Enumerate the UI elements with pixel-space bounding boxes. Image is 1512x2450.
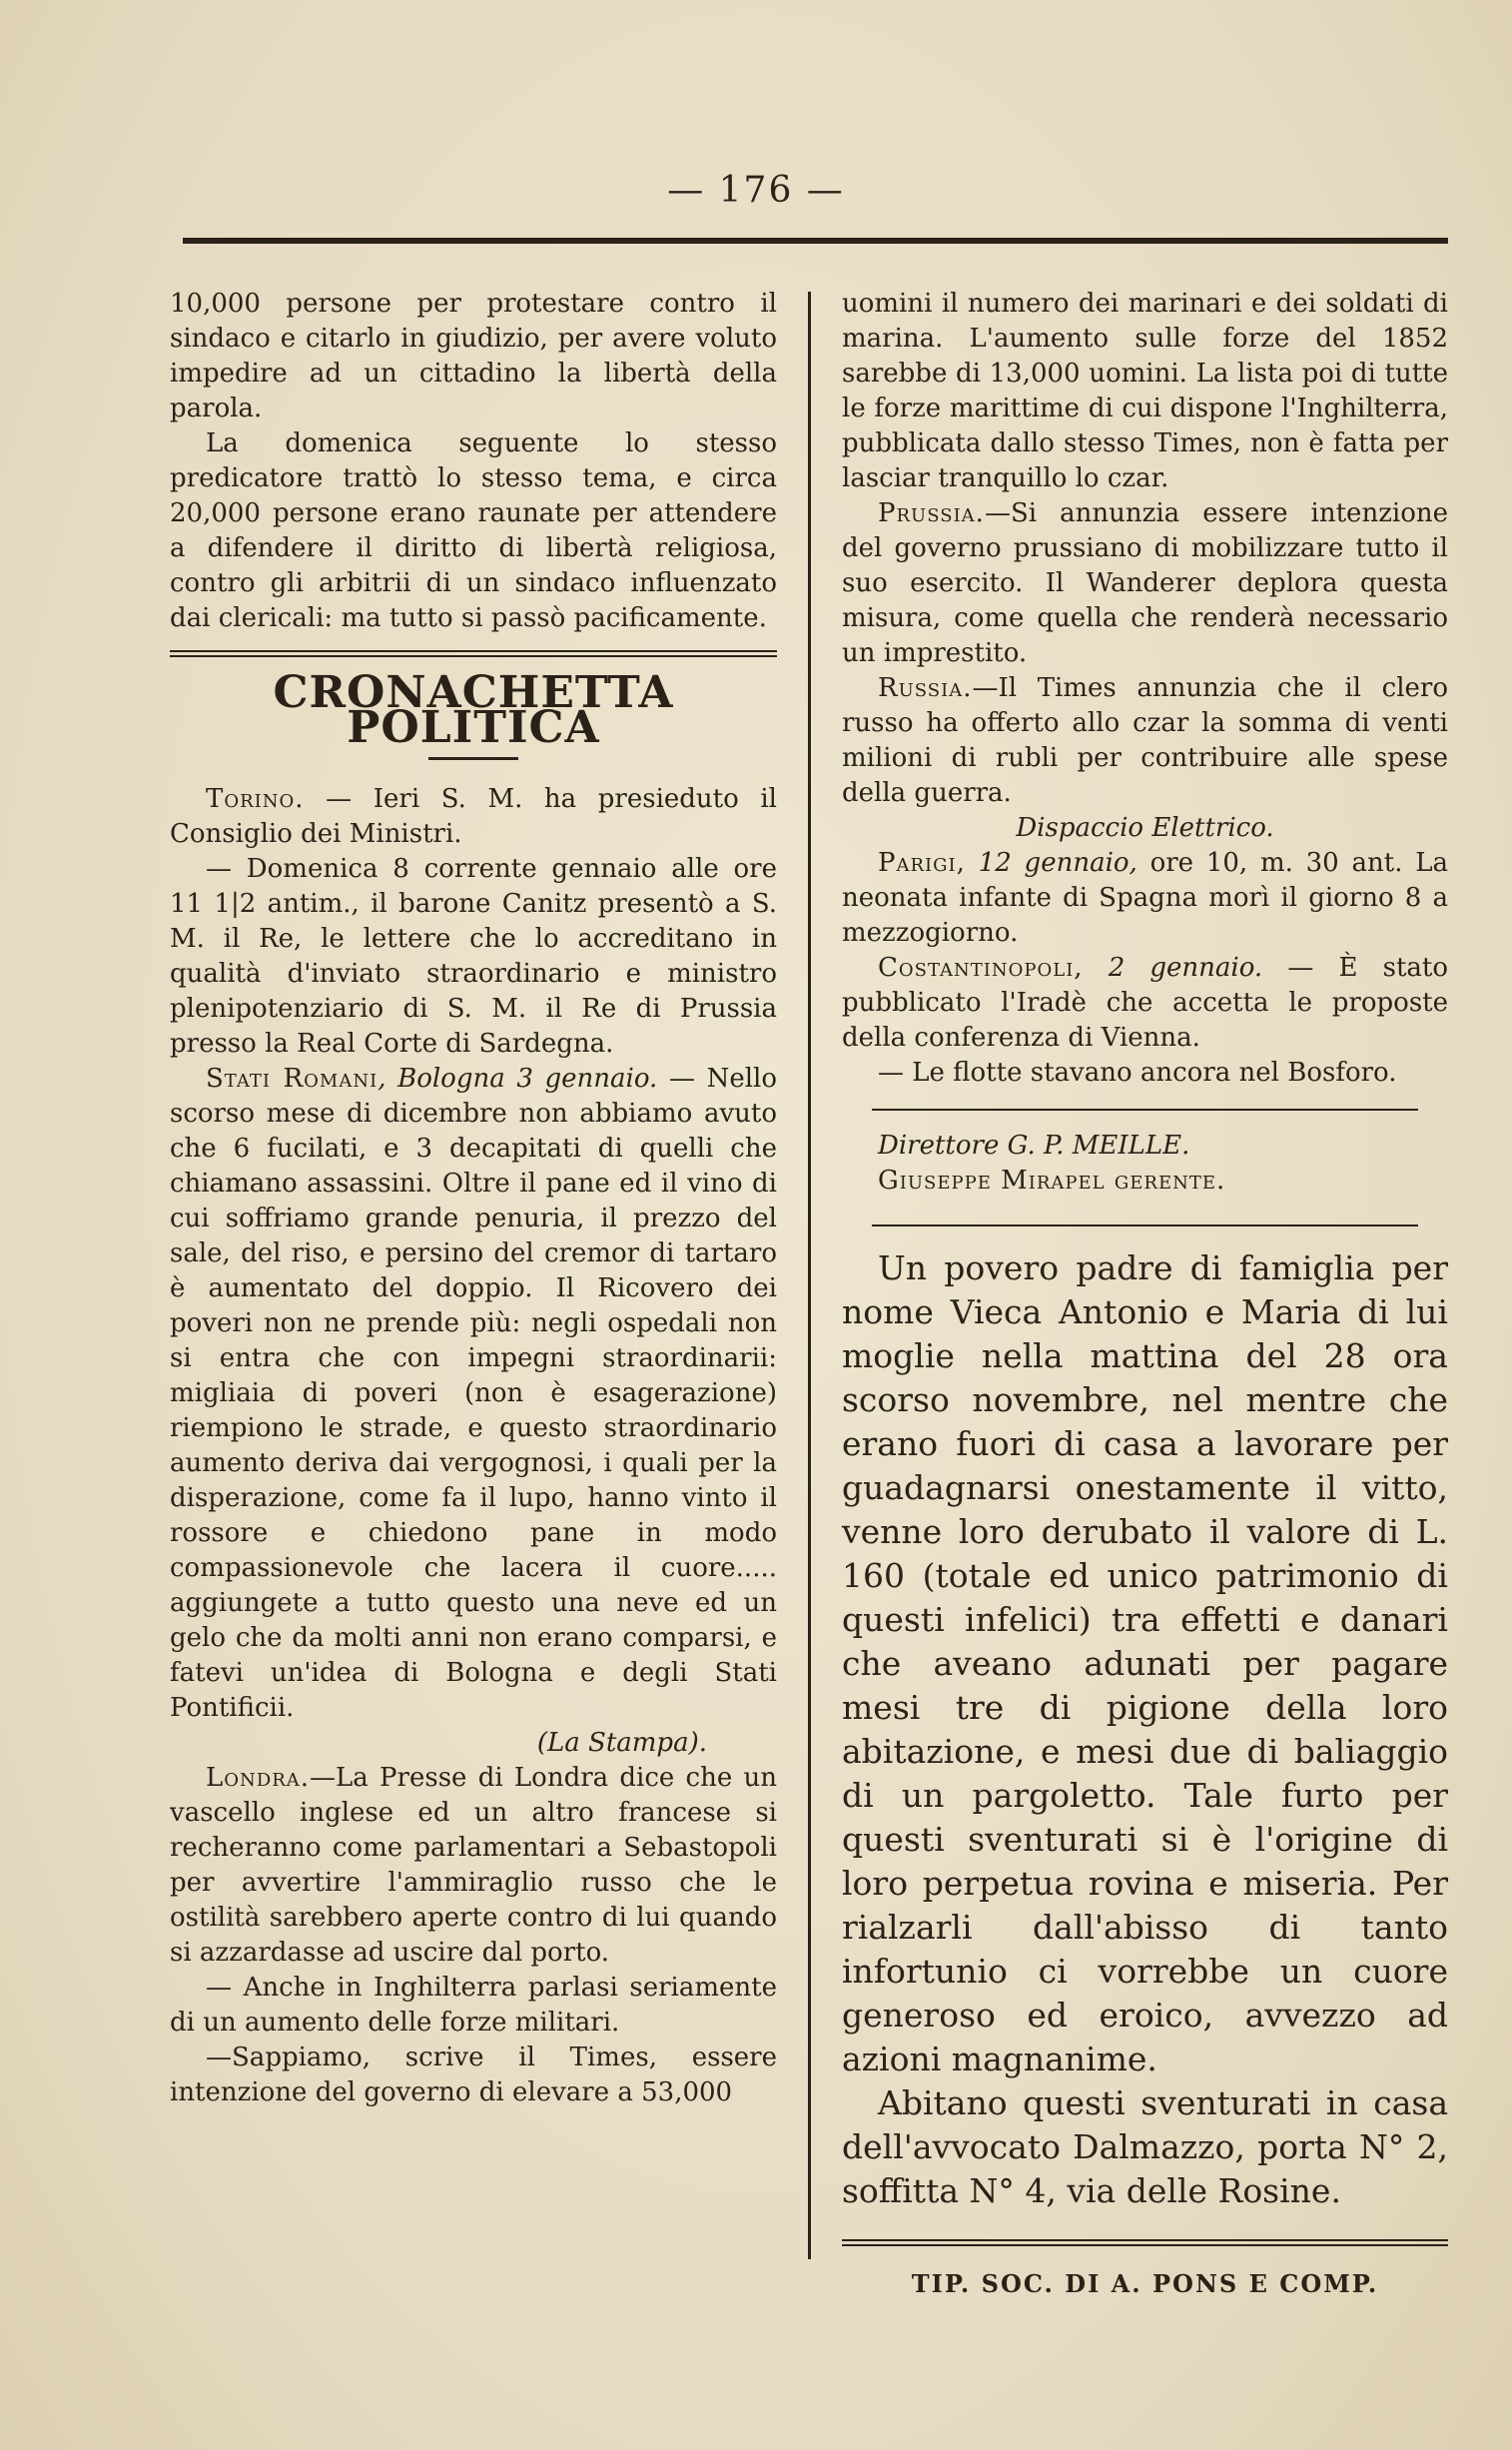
source-citation: (La Stampa).: [536, 1728, 707, 1758]
section-rule: [170, 650, 777, 657]
news-text: — È stato pubblicato l'Iradè che accetta le proposte della conferenza di Vienna.: [842, 953, 1448, 1053]
news-text: ore 10, m. 30 ant. La neonata infante di Spagna morì il giorno 8 a mezzogiorno.: [842, 848, 1448, 948]
director-line: Direttore G. P. MEILLE.: [878, 1131, 1190, 1161]
place-name: Torino.: [206, 784, 305, 814]
news-text: — Nello scorso mese di dicembre non abbiamo avuto che 6 fucilati, e 3 decapitati di quelli che chiamano assassini. Oltre il pane ed il vino di cui soffriamo grande penuria, il prezzo del sale, del riso, e persino del cremor di tartaro è aumentato del doppio. Il Ricovero dei poveri non ne prende più: negli ospedali non si entra che con impegni straordinarii: migliaia di poveri (non è esagerazione) riempiono le strade, e questo straordinario aumento deriva dai vergognosi, i quali per la disperazione, come fa il lupo, hanno vinto il rossore e chiedono pane in modo compassionevole che lacera il cuore..... aggiungete a tutto questo una neve ed un gelo che da molti anni non erano comparsi, e fatevi un'idea di Bologna e degli Stati Pontificii.: [170, 1064, 777, 1723]
news-item-russia: [842, 671, 1448, 811]
news-item-torino: [170, 782, 777, 852]
divider-rule: [872, 1109, 1418, 1111]
news-item-parigi: [842, 846, 1448, 951]
footer-rule: [842, 2239, 1448, 2246]
column-divider: [808, 292, 811, 2259]
left-column: [170, 287, 777, 2110]
news-text: —Si annunzia essere intenzione del governo prussiano di mobilizzare tutto il suo esercito. Il Wanderer deplora questa misura, come quella che renderà necessario un imprestito.: [842, 498, 1448, 668]
paragraph: uomini il numero dei marinari e dei soldati di marina. L'aumento sulle forze del 1852 sarebbe di 13,000 uomini. La lista poi di tutte le forze marittime di cui dispone l'Inghilterra, pubblicata dallo stesso Times, non è fatta per lasciar tranquillo lo czar.: [842, 289, 1448, 493]
place-name: Costantinopoli,: [878, 953, 1084, 983]
news-text: — Ieri S. M. ha presieduto il Consiglio dei Ministri.: [170, 784, 777, 849]
place-name: Prussia.: [878, 498, 985, 528]
dispatch-heading: Dispaccio Elettrico.: [1016, 813, 1274, 843]
news-item-inghilterra: — Anche in Inghilterra parlasi seriamente di un aumento delle forze militari.: [170, 1973, 777, 2038]
news-text: —La Presse di Londra dice che un vascello inglese ed un altro francese si recheranno come parlamentari a Sebastopoli per avvertire l'ammiraglio russo che le ostilità sarebbero aperte contro di lui quando si azzardasse ad uscire dal porto.: [170, 1763, 777, 1968]
title-rule: [428, 757, 518, 760]
gerente-line: Giuseppe Mirapel gerente.: [878, 1166, 1226, 1196]
dateline: , Bologna 3 gennaio.: [378, 1064, 658, 1094]
paragraph: La domenica seguente lo stesso predicatore trattò lo stesso tema, e circa 20,000 persone erano raunate per attendere a difendere il diritto di libertà religiosa, contro gli arbitrii di un sindaco influenzato dai clericali: ma tutto si passò pacificamente.: [170, 428, 777, 633]
news-item-stati-romani: [170, 1062, 777, 1726]
news-item-londra: [170, 1761, 777, 1971]
place-name: Londra.: [206, 1763, 311, 1793]
dateline: 12 gennaio,: [965, 848, 1137, 878]
news-item-costantinopoli: [842, 951, 1448, 1056]
news-item-domenica: — Domenica 8 corrente gennaio alle ore 11 1|2 antim., il barone Canitz presentò a S. M. il Re, le lettere che lo accreditano in qualità d'inviato straordinario e ministro plenipotenziario di S. M. il Re di Prussia presso la Real Corte di Sardegna.: [170, 854, 777, 1059]
place-name: Russia.: [878, 673, 973, 703]
dateline: 2 gennaio.: [1083, 953, 1263, 983]
divider-rule: [872, 1225, 1418, 1226]
header-rule: [183, 238, 1448, 244]
paragraph: 10,000 persone per protestare contro il sindaco e citarlo in giudizio, per avere voluto impedire ad un cittadino la libertà della parola.: [170, 289, 777, 423]
printer-imprint: TIP. SOC. DI A. PONS E COMP.: [911, 2269, 1379, 2298]
page-number: — 176 —: [667, 170, 845, 211]
place-name: Parigi,: [878, 848, 966, 878]
news-item-times: —Sappiamo, scrive il Times, essere intenzione del governo di elevare a 53,000: [170, 2042, 777, 2107]
section-title: CRONACHETTA POLITICA: [273, 667, 674, 753]
news-item-prussia: [842, 496, 1448, 671]
charity-appeal: Un povero padre di famiglia per nome Vieca Antonio e Maria di lui moglie nella mattina del 28 ora scorso novembre, nel mentre che erano fuori di casa a lavorare per guadagnarsi onestamente il vitto, venne loro derubato il valore di L. 160 (totale ed unico patrimonio di questi infelici) tra effetti e danari che aveano adunati per pagare mesi tre di pigione della loro abitazione, e mesi due di baliaggio di un pargoletto. Tale furto per questi sventurati si è l'origine di loro perpetua rovina e miseria. Per rialzarli dall'abisso di tanto infortunio ci vorrebbe un cuore generoso ed eroico, avvezzo ad azioni magnanime.: [842, 1248, 1448, 2078]
news-text: —Il Times annunzia che il clero russo ha offerto allo czar la somma di venti milioni di rubli per contribuire alle spese della guerra.: [842, 673, 1448, 808]
news-item-flotte: — Le flotte stavano ancora nel Bosforo.: [878, 1058, 1397, 1088]
charity-address: Abitano questi sventurati in casa dell'avvocato Dalmazzo, porta N° 2, soffitta N° 4, via delle Rosine.: [842, 2083, 1448, 2210]
place-name: Stati Romani: [206, 1064, 378, 1094]
right-column: [842, 287, 1448, 2301]
